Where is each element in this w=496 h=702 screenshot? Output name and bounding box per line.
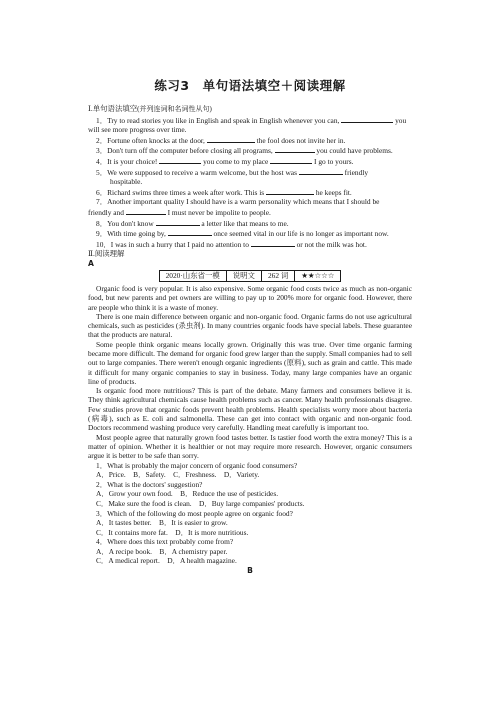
grammar-item-1 <box>88 115 412 126</box>
question-1-options: A．Price. B．Safety. C．Freshness. D．Variety. <box>96 470 260 480</box>
grammar-item-5 <box>88 167 412 178</box>
section1-heading-text: Ⅰ.单句语法填空 <box>88 104 138 113</box>
answer-blank[interactable] <box>159 156 201 164</box>
answer-blank[interactable] <box>207 135 255 143</box>
question-4-options-row2: C．A medical report. D．A health magazine. <box>96 556 237 566</box>
q4-text-after: I go to yours. <box>312 156 354 166</box>
question-2-stem: 2．What is the doctors' suggestion? <box>96 479 203 489</box>
grammar-item-1-cont <box>88 125 412 135</box>
word-count-tag: 262 词 <box>262 270 295 282</box>
question-3-options-row1: A．It tastes better. B．It is easier to grow. <box>96 518 228 528</box>
q6-text-after: he keeps fit. <box>314 187 352 197</box>
question-2-options-row2: C．Make sure the food is clean. D．Buy large companies' products. <box>96 498 305 508</box>
passage-paragraph: Is organic food more nutritious? This is part of the debate. Many farmers and consumers believe it is. They think agricultural chemicals cause health problems such as cancer. Many health professionals disagree. Few studies prove that organic foods prevent health problems. Health specialists worry more about bacteria (病毒), such as E. coli and salmonella. These can get into contact with organic and non-organic food. Doctors recommend washing produce very carefully. Handling meat carefully is important too. <box>88 386 412 433</box>
q7-continuation: friendly and <box>88 207 126 217</box>
grammar-item-9 <box>88 228 412 239</box>
answer-blank[interactable] <box>299 167 343 175</box>
passage-paragraph: Some people think organic means locally grown. Originally this was true. Over time organic farming became more difficult. The demand for organic food grew larger than the supply. Small companies had to sell out to large companies. There weren't enough organic ingredients (原料), such as grain and cattle. This made it difficult for many organic companies to stay in business. Today, many large companies have an organic line of products. <box>88 339 412 386</box>
answer-blank[interactable] <box>126 207 166 215</box>
q1-continuation: will see more progress over time. <box>88 125 187 135</box>
answer-blank[interactable] <box>168 228 212 236</box>
q3-text: 3．Don't turn off the computer before closing all programs, <box>96 146 275 156</box>
q8-text: 8．You don't know <box>96 218 156 228</box>
q7-text-after: I must never be impolite to people. <box>165 207 271 217</box>
section1-heading <box>88 104 412 115</box>
grammar-item-7 <box>88 197 412 207</box>
answer-blank[interactable] <box>341 115 393 123</box>
q9-text: 9．With time going by, <box>96 229 168 239</box>
answer-blank[interactable] <box>275 145 315 153</box>
grammar-item-6 <box>88 187 412 198</box>
passage-paragraph: Organic food is very popular. It is also expensive. Some organic food costs twice as much as non-organic food, but new parents and pet owners are willing to pay up to 200% more for organic food. However, there are people who think it is a waste of money. <box>88 283 412 312</box>
answer-blank[interactable] <box>251 239 295 247</box>
q4-text-mid: you come to my place <box>201 156 271 166</box>
difficulty-tag: ★★☆☆☆ <box>295 270 341 282</box>
q5-continuation: hospitable. <box>110 177 143 187</box>
grammar-item-8 <box>88 218 412 229</box>
q6-text: 6．Richard swims three times a week after work. This is <box>96 187 267 197</box>
q9-text-after: once seemed vital in our life is no longer as important now. <box>211 229 389 239</box>
answer-blank[interactable] <box>266 187 314 195</box>
q2-text: 2．Fortune often knocks at the door, <box>96 135 207 145</box>
passage-a-info-bar <box>88 270 412 282</box>
q5-text: 5．We were supposed to receive a warm welcome, but the host was <box>96 167 299 177</box>
q3-text-after: you could have problems. <box>314 146 393 156</box>
source-tag: 2020·山东省一模 <box>159 270 227 282</box>
passage-paragraph: There is one main difference between organic and non-organic food. Organic farms do not use agricultural chemicals, such as pesticides (杀虫剂). In many countries organic foods have special labels. These guarantee that the products are natural. <box>88 311 412 340</box>
q10-text: 10．I was in such a hurry that I paid no attention to <box>96 239 251 249</box>
grammar-item-5-cont <box>88 177 412 187</box>
grammar-item-2 <box>88 135 412 146</box>
q7-text: 7．Another important quality I should have is a warm personality which means that I should be <box>96 197 380 207</box>
q5-text-after: friendly <box>342 167 369 177</box>
question-3-options-row2: C．It contains more fat. D．It is more nutritious. <box>96 527 249 537</box>
passage-a-label: A <box>88 258 94 268</box>
worksheet-title: 练习3 单句语法填空＋阅读理解 <box>154 78 346 93</box>
grammar-item-3 <box>88 145 412 156</box>
grammar-item-7-cont <box>88 207 412 218</box>
grammar-item-10 <box>88 239 412 250</box>
passage-paragraph: Most people agree that naturally grown food tastes better. Is tastier food worth the extra money? This is a matter of opinion. Whether it is healthier or not may require more research. However, organic consumers argue it is better to be safe than sorry. <box>88 432 412 461</box>
question-2-options-row1: A．Grow your own food. B．Reduce the use of pesticides. <box>96 489 279 499</box>
q1-text-after: you <box>393 115 407 125</box>
passage-b-label: B <box>247 566 253 576</box>
q4-text: 4．It is your choice! <box>96 156 160 166</box>
section1-hint: (并列连词和名词性从句) <box>137 105 212 113</box>
q10-text-after: or not the milk was hot. <box>294 239 367 249</box>
grammar-item-4 <box>88 156 412 167</box>
q8-text-after: a letter like that means to me. <box>199 218 289 228</box>
answer-blank[interactable] <box>270 156 312 164</box>
question-4-stem: 4．Where does this text probably come from? <box>96 537 234 547</box>
question-1-stem: 1．What is probably the major concern of organic food consumers? <box>96 460 298 470</box>
question-4-options-row1: A．A recipe book. B．A chemistry paper. <box>96 546 228 556</box>
genre-tag: 说明文 <box>227 270 262 282</box>
q1-text: 1．Try to read stories you like in English and speak in English whenever you can, <box>96 115 342 125</box>
q2-text-after: the fool does not invite her in. <box>254 135 346 145</box>
question-3-stem: 3．Which of the following do most people agree on organic food? <box>96 508 293 518</box>
answer-blank[interactable] <box>156 218 200 226</box>
section2-heading: Ⅱ.阅读理解 <box>88 249 125 259</box>
